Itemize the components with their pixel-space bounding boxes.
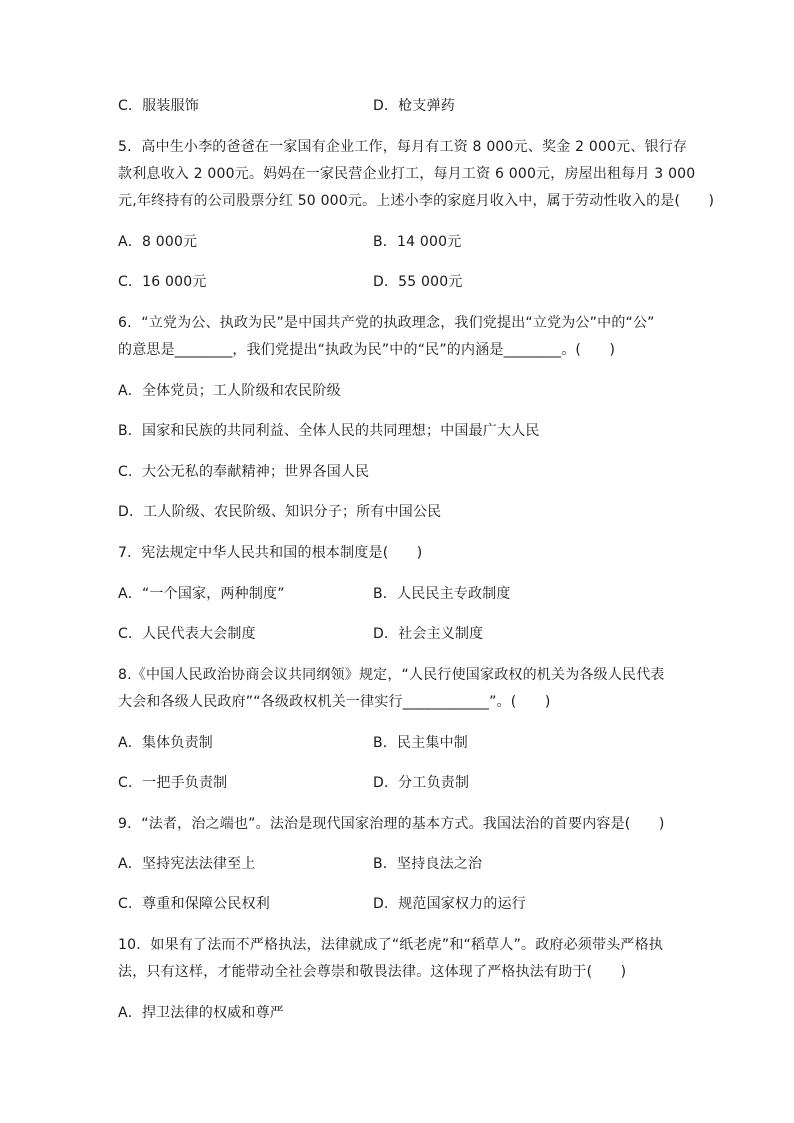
q8-stem-line-2: 大会和各级人民政府”“各级政权机关一律实行____________”。( ) xyxy=(118,694,551,710)
q9-option-d: D．规范国家权力的运行 xyxy=(373,896,526,912)
q5-option-a: A．8 000元 xyxy=(118,234,198,250)
q8-option-c: C．一把手负责制 xyxy=(118,775,228,791)
q9-option-a: A．坚持宪法法律至上 xyxy=(118,856,256,872)
q6-option-c: C．大公无私的奉献精神；世界各国人民 xyxy=(118,464,370,480)
q7-option-a: A．“一个国家，两种制度” xyxy=(118,586,285,602)
q7-stem: 7．宪法规定中华人民共和国的根本制度是( ) xyxy=(118,545,423,561)
q6-option-d: D．工人阶级、农民阶级、知识分子；所有中国公民 xyxy=(118,504,442,520)
q5-option-c: C．16 000元 xyxy=(118,274,207,290)
q6-stem-line-2: 的意思是________，我们党提出“执政为民”中的“民”的内涵是________。( ) xyxy=(118,342,616,358)
q9-option-c: C．尊重和保障公民权利 xyxy=(118,896,270,912)
q8-stem-line-1: 8.《中国人民政治协商会议共同纲领》规定，“人民行使国家政权的机关为各级人民代表 xyxy=(118,667,665,683)
q5-stem-line-2: 款利息收入 2 000元。妈妈在一家民营企业打工，每月工资 6 000元，房屋出租每月 3 000 xyxy=(118,166,696,182)
q8-option-a: A．集体负责制 xyxy=(118,735,213,751)
q4-option-c: C．服装服饰 xyxy=(118,98,199,114)
q5-stem-line-1: 5．高中生小李的爸爸在一家国有企业工作，每月有工资 8 000元、奖金 2 000元、银行存 xyxy=(118,139,688,155)
q5-option-d: D．55 000元 xyxy=(373,274,463,290)
q4-option-d: D．枪支弹药 xyxy=(373,98,455,114)
q9-option-b: B．坚持良法之治 xyxy=(373,856,483,872)
q8-option-b: B．民主集中制 xyxy=(373,735,469,751)
q10-option-a: A．捍卫法律的权威和尊严 xyxy=(118,1005,284,1021)
q10-stem-line-2: 法，只有这样，才能带动全社会尊崇和敬畏法律。这体现了严格执法有助于( ) xyxy=(118,964,627,980)
q8-option-d: D．分工负责制 xyxy=(373,775,470,791)
q7-option-d: D．社会主义制度 xyxy=(373,626,484,642)
q7-option-c: C．人民代表大会制度 xyxy=(118,626,256,642)
q5-option-b: B．14 000元 xyxy=(373,234,462,250)
q10-stem-line-1: 10．如果有了法而不严格执法，法律就成了“纸老虎”和“稻草人”。政府必须带头严格执 xyxy=(118,937,664,953)
q6-option-b: B．国家和民族的共同利益、全体人民的共同理想；中国最广大人民 xyxy=(118,423,540,439)
q5-stem-line-3: 元,年终持有的公司股票分红 50 000元。上述小李的家庭月收入中，属于劳动性收入的是( ) xyxy=(118,193,715,209)
q6-stem-line-1: 6．“立党为公、执政为民”是中国共产党的执政理念，我们党提出“立党为公”中的“公” xyxy=(118,315,655,331)
q9-stem: 9．“法者，治之端也”。法治是现代国家治理的基本方式。我国法治的首要内容是( ) xyxy=(118,816,665,832)
q6-option-a: A．全体党员；工人阶级和农民阶级 xyxy=(118,383,341,399)
q7-option-b: B．人民民主专政制度 xyxy=(373,586,511,602)
